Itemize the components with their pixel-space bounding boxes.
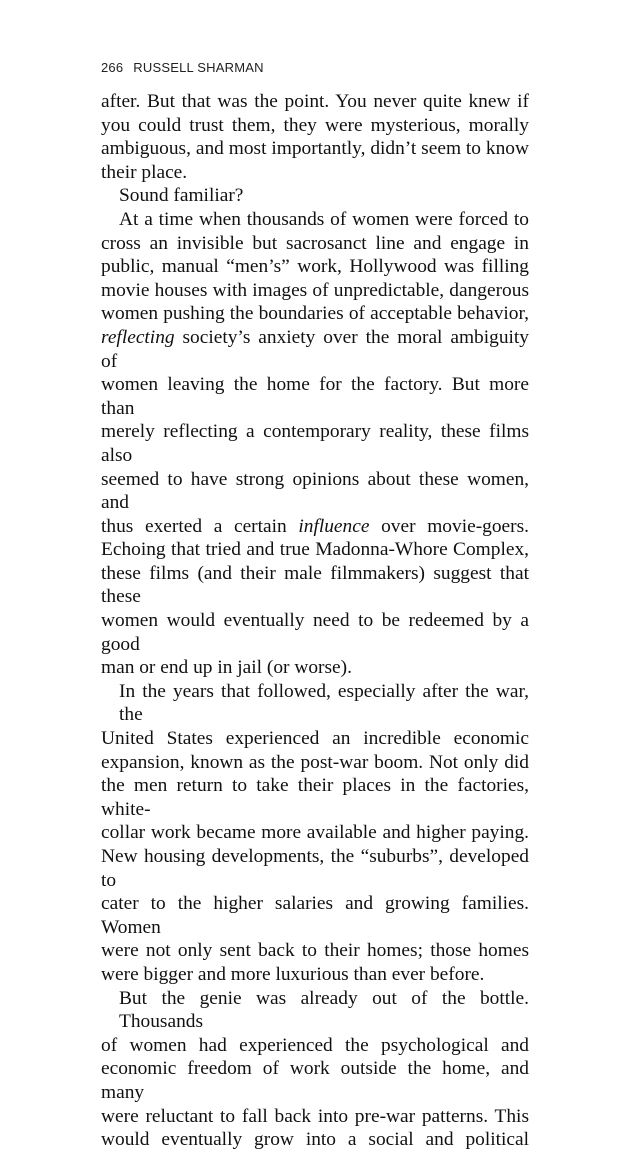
text-line xyxy=(101,727,529,751)
text-segment: society’s anxiety over the moral ambiguity of xyxy=(101,326,529,372)
text-segment: women leaving the home for the factory. But more than xyxy=(101,374,529,419)
text-line xyxy=(101,963,529,987)
text-segment: were not only sent back to their homes; those homes xyxy=(101,940,529,962)
text-line xyxy=(101,1057,529,1104)
text-segment: In the years that followed, especially after the war, the xyxy=(119,680,529,726)
text-segment: But the genie was already out of the bottle. Thousands xyxy=(119,987,529,1033)
text-segment: cross an invisible but sacrosanct line and engage in xyxy=(101,232,529,254)
text-segment: seemed to have strong opinions about these women, and xyxy=(101,468,529,514)
text-line xyxy=(101,1105,529,1129)
text-line xyxy=(101,538,529,562)
italic-text: influence xyxy=(298,515,370,537)
text-line xyxy=(101,821,529,845)
text-line xyxy=(101,184,529,208)
text-segment: were bigger and more luxurious than ever before. xyxy=(101,963,485,985)
text-line xyxy=(101,609,529,656)
text-segment: over movie-goers. xyxy=(369,515,529,537)
running-head-author: RUSSELL SHARMAN xyxy=(133,60,264,75)
text-line xyxy=(101,161,529,185)
text-segment: their place. xyxy=(101,161,188,183)
running-header xyxy=(101,60,264,75)
text-line xyxy=(101,208,529,232)
text-segment: thus exerted a certain xyxy=(101,515,299,537)
text-segment: Sound familiar? xyxy=(119,185,244,207)
text-line xyxy=(101,562,529,609)
text-segment: you could trust them, they were mysterious, morally xyxy=(101,114,529,136)
text-line xyxy=(101,774,529,821)
body-text xyxy=(101,90,529,1152)
text-line xyxy=(101,656,529,680)
text-segment: ambiguous, and most importantly, didn’t seem to know xyxy=(101,138,529,160)
text-line xyxy=(101,373,529,420)
text-segment: the men return to take their places in the factories, white- xyxy=(101,775,529,820)
italic-text: reflecting xyxy=(101,326,175,348)
text-line xyxy=(101,845,529,892)
text-line xyxy=(101,939,529,963)
text-segment: Echoing that tried and true Madonna-Whore Complex, xyxy=(101,539,529,561)
text-line xyxy=(101,751,529,775)
text-segment: public, manual “men’s” work, Hollywood was filling xyxy=(101,256,529,278)
text-line xyxy=(101,326,529,373)
text-line xyxy=(101,279,529,303)
text-line xyxy=(101,1128,529,1152)
text-line xyxy=(101,1034,529,1058)
page-number: 266 xyxy=(101,60,124,75)
text-line xyxy=(101,114,529,138)
text-line xyxy=(101,892,529,939)
text-segment: man or end up in jail (or worse). xyxy=(101,657,352,679)
text-segment: collar work became more available and higher paying. xyxy=(101,822,529,844)
text-line xyxy=(101,468,529,515)
text-segment: merely reflecting a contemporary reality, these films also xyxy=(101,421,529,466)
text-segment: would eventually grow into a social and political xyxy=(101,1129,529,1151)
text-line xyxy=(101,680,529,727)
text-segment: women pushing the boundaries of acceptable behavior, xyxy=(101,303,529,325)
text-line xyxy=(101,420,529,467)
text-segment: after. But that was the point. You never quite knew if xyxy=(101,91,529,112)
text-segment: economic freedom of work outside the home, and many xyxy=(101,1058,529,1103)
text-segment: expansion, known as the post-war boom. Not only did xyxy=(101,751,529,773)
text-line xyxy=(101,515,529,539)
text-segment: were reluctant to fall back into pre-war patterns. This xyxy=(101,1105,529,1127)
text-segment: New housing developments, the “suburbs”, developed to xyxy=(101,846,529,891)
text-segment: women would eventually need to be redeemed by a good xyxy=(101,610,529,655)
text-line xyxy=(101,255,529,279)
text-line xyxy=(101,232,529,256)
text-segment: of women had experienced the psychological and xyxy=(101,1034,529,1056)
text-segment: these films (and their male filmmakers) suggest that these xyxy=(101,562,529,608)
text-segment: United States experienced an incredible economic xyxy=(101,728,529,750)
text-segment: movie houses with images of unpredictable, dangerous xyxy=(101,279,529,301)
text-segment: cater to the higher salaries and growing families. Women xyxy=(101,893,529,938)
text-line xyxy=(101,987,529,1034)
text-line xyxy=(101,90,529,114)
text-line xyxy=(101,137,529,161)
text-segment: At a time when thousands of women were forced to xyxy=(119,208,529,230)
text-line xyxy=(101,302,529,326)
